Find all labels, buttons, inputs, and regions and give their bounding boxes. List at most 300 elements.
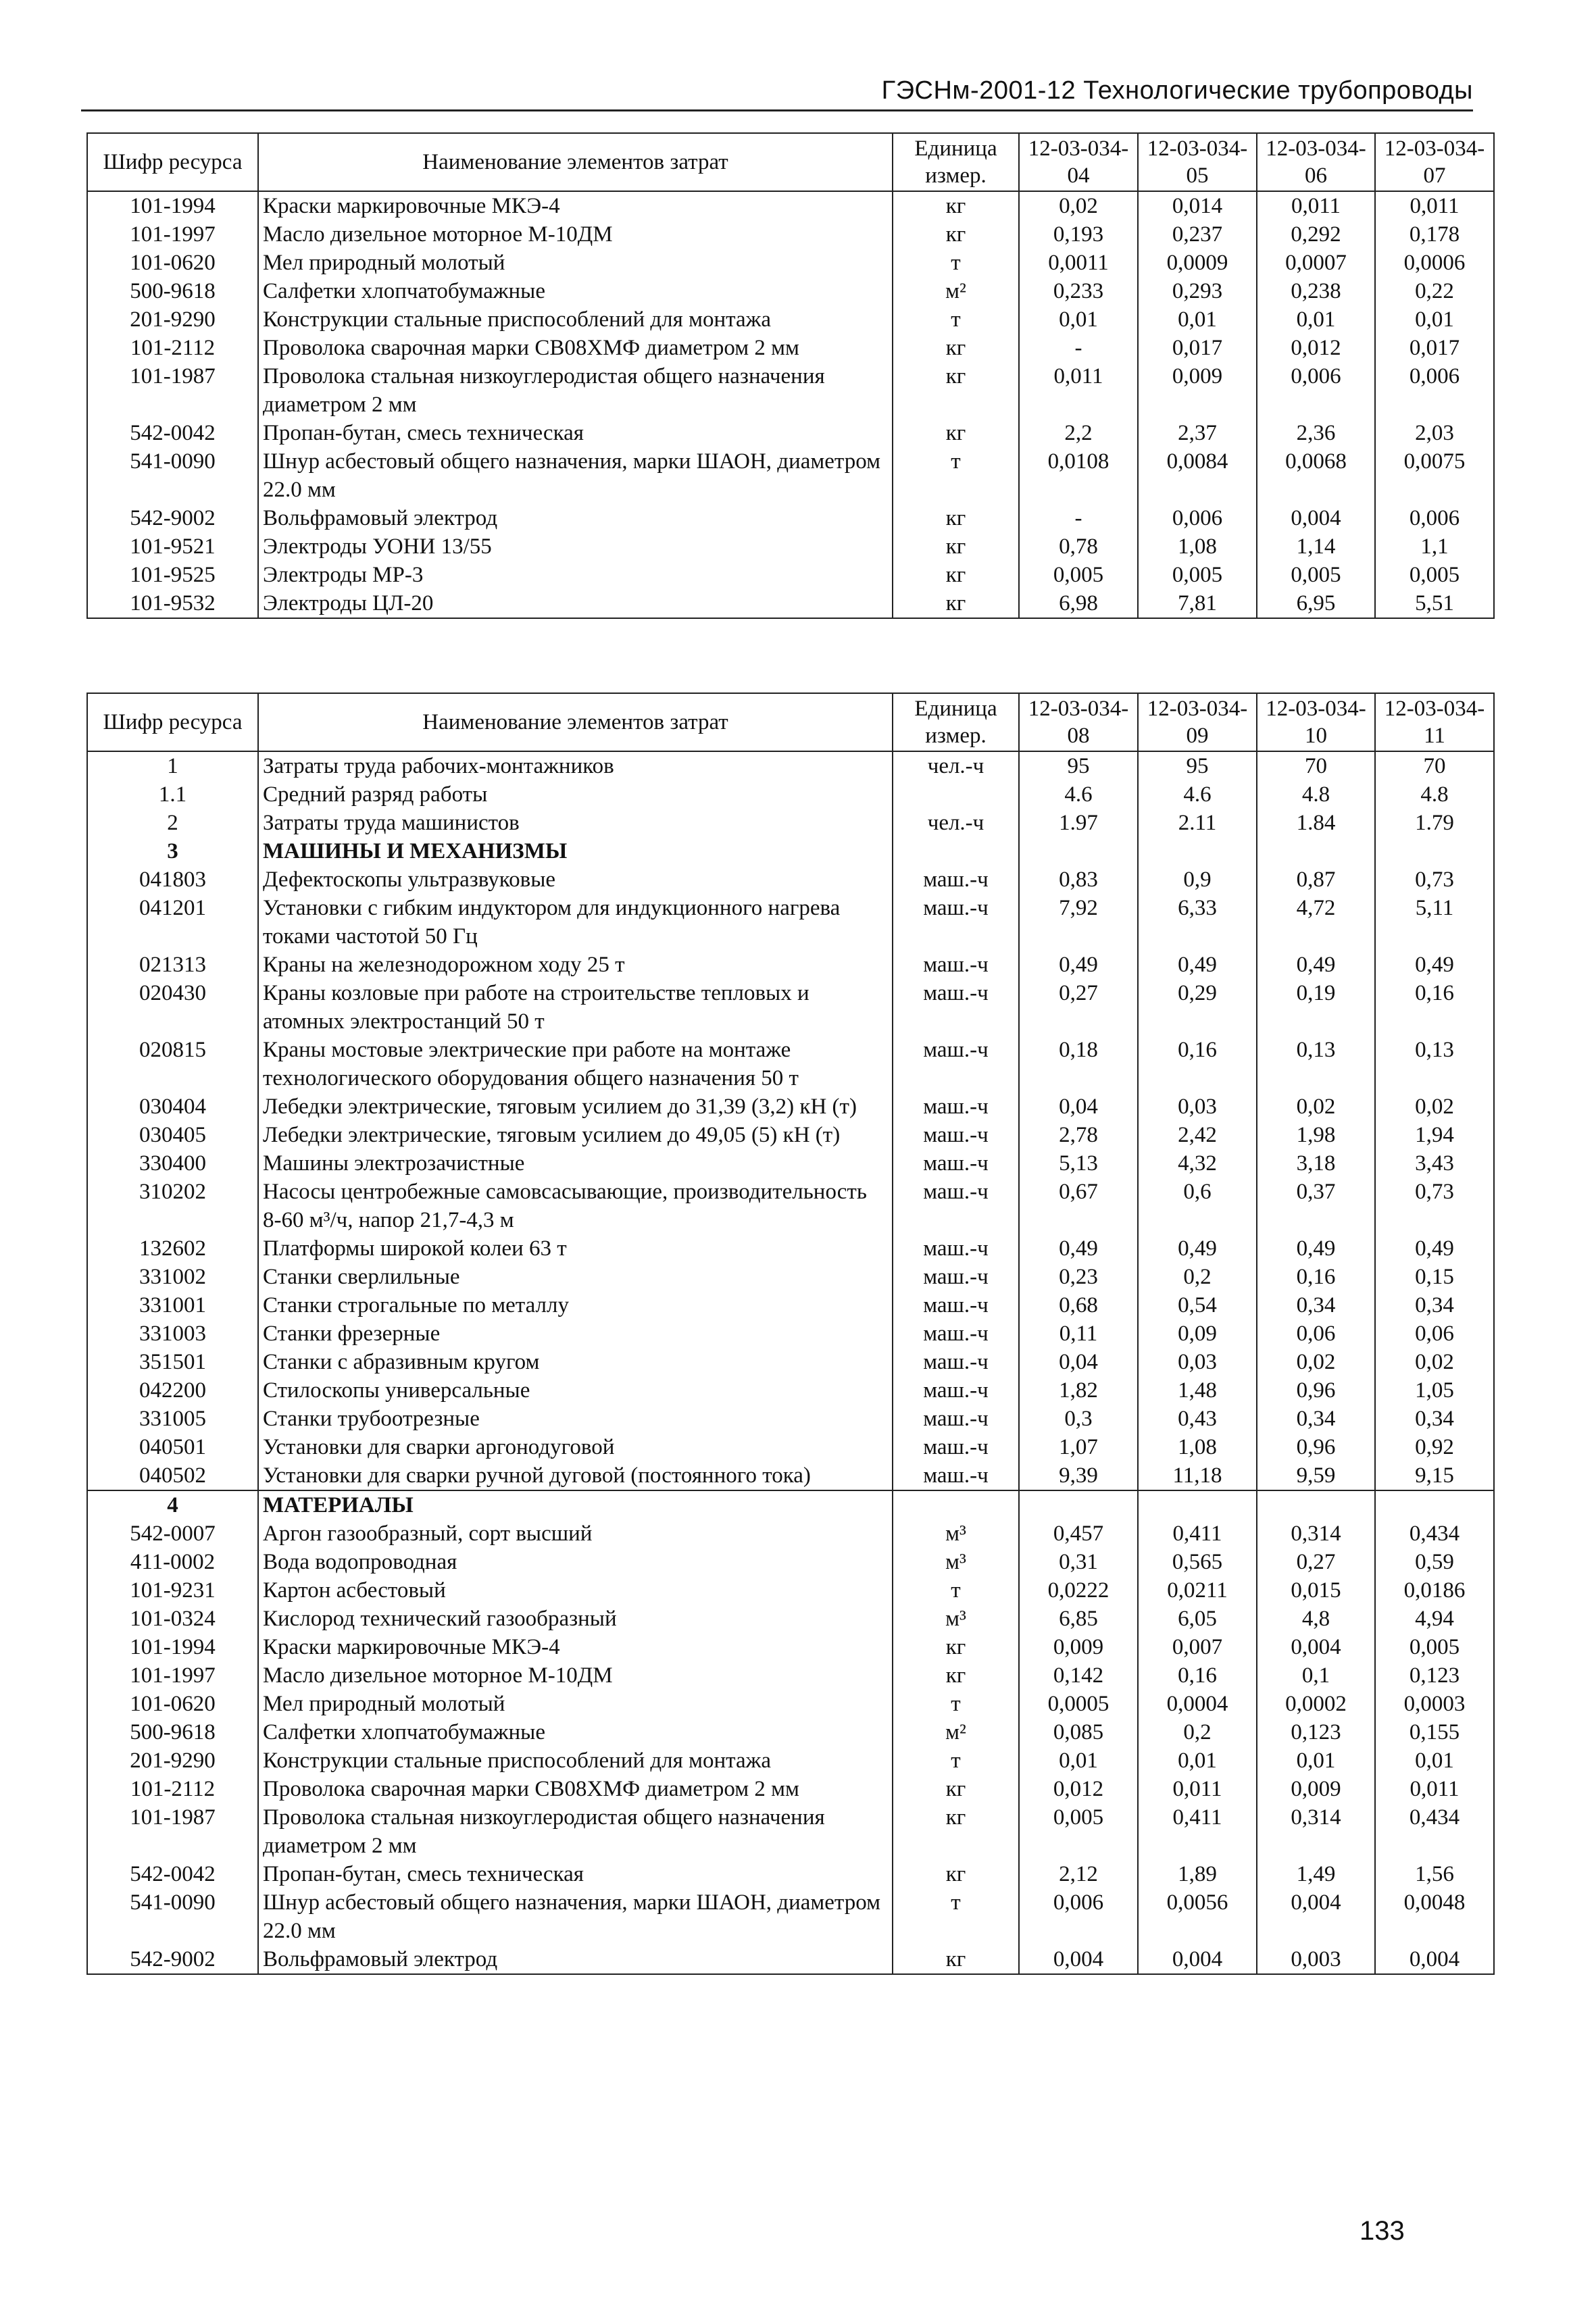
table-row <box>87 1888 1494 1945</box>
resource-name: Картон асбестовый <box>258 1576 893 1605</box>
value-col-4: 0,34 <box>1375 1291 1494 1319</box>
table-row <box>87 1775 1494 1803</box>
value-col-3: 0,19 <box>1257 979 1375 1036</box>
value-col-4: 0,123 <box>1375 1661 1494 1690</box>
resource-code: 201-9290 <box>87 305 258 334</box>
table-row <box>87 532 1494 561</box>
value-col-3: 0,34 <box>1257 1291 1375 1319</box>
table-row <box>87 1746 1494 1775</box>
value-col-2: 11,18 <box>1138 1461 1257 1490</box>
value-col-4: 0,92 <box>1375 1433 1494 1461</box>
value-col-2: 0,54 <box>1138 1291 1257 1319</box>
header-unit: Единица измер. <box>893 693 1019 751</box>
value-col-1: 0,005 <box>1019 561 1138 589</box>
value-col-4: 0,434 <box>1375 1519 1494 1548</box>
resource-unit: маш.-ч <box>893 1149 1019 1178</box>
page-header <box>81 68 1473 111</box>
value-col-1: 5,13 <box>1019 1149 1138 1178</box>
value-col-2: 0,411 <box>1138 1803 1257 1860</box>
resource-code: 101-1997 <box>87 1661 258 1690</box>
value-col-3: 0,0007 <box>1257 249 1375 277</box>
value-col-2: 0,007 <box>1138 1633 1257 1661</box>
value-col-4: 4.8 <box>1375 780 1494 809</box>
value-col-3: 0,009 <box>1257 1775 1375 1803</box>
resource-name: Средний разряд работы <box>258 780 893 809</box>
resource-name: Шнур асбестовый общего назначения, марки ШАОН, диаметром 22.0 мм <box>258 1888 893 1945</box>
resource-name: Проволока стальная низкоуглеродистая общего назначения диаметром 2 мм <box>258 1803 893 1860</box>
value-col-1: 0,04 <box>1019 1092 1138 1121</box>
value-col-4: 0,0003 <box>1375 1690 1494 1718</box>
resource-name: Пропан-бутан, смесь техническая <box>258 1860 893 1888</box>
table-row <box>87 1605 1494 1633</box>
value-col-3: 0,011 <box>1257 191 1375 220</box>
value-col-2: 0,0004 <box>1138 1690 1257 1718</box>
value-col-1: 0,01 <box>1019 1746 1138 1775</box>
resource-unit: кг <box>893 1633 1019 1661</box>
table-row <box>87 1405 1494 1433</box>
resource-code: 351501 <box>87 1348 258 1376</box>
value-col-1: 0,193 <box>1019 220 1138 249</box>
resource-name: Аргон газообразный, сорт высший <box>258 1519 893 1548</box>
value-col-4: 5,51 <box>1375 589 1494 618</box>
value-col-3: 0,004 <box>1257 504 1375 532</box>
value-col-4: 0,02 <box>1375 1092 1494 1121</box>
resource-code: 1 <box>87 751 258 780</box>
resource-name: Установки с гибким индуктором для индукционного нагрева токами частотой 50 Гц <box>258 894 893 951</box>
value-col-2: 7,81 <box>1138 589 1257 618</box>
table-row <box>87 1803 1494 1860</box>
resource-code: 101-9525 <box>87 561 258 589</box>
value-col-4: 0,06 <box>1375 1319 1494 1348</box>
table-row <box>87 561 1494 589</box>
value-col-1: 0,83 <box>1019 865 1138 894</box>
resource-code: 101-2112 <box>87 334 258 362</box>
value-col-4: 1.79 <box>1375 809 1494 837</box>
value-col-2: 1,08 <box>1138 532 1257 561</box>
value-col-2: 0,43 <box>1138 1405 1257 1433</box>
table-row <box>87 1576 1494 1605</box>
value-col-4: 1,94 <box>1375 1121 1494 1149</box>
table-row <box>87 191 1494 220</box>
value-col-2: 0,03 <box>1138 1092 1257 1121</box>
resource-name: Салфетки хлопчатобумажные <box>258 1718 893 1746</box>
table-row <box>87 447 1494 504</box>
value-col-1: 1,82 <box>1019 1376 1138 1405</box>
value-col-1: 0,78 <box>1019 532 1138 561</box>
value-col-3: 0,96 <box>1257 1433 1375 1461</box>
value-col-2: 0,411 <box>1138 1519 1257 1548</box>
resource-name: Станки с абразивным кругом <box>258 1348 893 1376</box>
value-col-4: 4,94 <box>1375 1605 1494 1633</box>
resource-code: 101-9521 <box>87 532 258 561</box>
value-col-2: 0,2 <box>1138 1718 1257 1746</box>
resource-code: 330400 <box>87 1149 258 1178</box>
resource-code: 541-0090 <box>87 447 258 504</box>
value-col-3 <box>1257 1490 1375 1519</box>
value-col-1: 95 <box>1019 751 1138 780</box>
resource-code: 331002 <box>87 1263 258 1291</box>
resource-name: Кислород технический газообразный <box>258 1605 893 1633</box>
resource-code: 040501 <box>87 1433 258 1461</box>
value-col-3: 0,123 <box>1257 1718 1375 1746</box>
value-col-2: 1,89 <box>1138 1860 1257 1888</box>
value-col-4: 0,006 <box>1375 504 1494 532</box>
value-col-4: 0,49 <box>1375 1234 1494 1263</box>
resource-name: Затраты труда рабочих-монтажников <box>258 751 893 780</box>
resource-code: 542-0007 <box>87 1519 258 1548</box>
value-col-1: 0,233 <box>1019 277 1138 305</box>
value-col-1: 0,23 <box>1019 1263 1138 1291</box>
table-row <box>87 1348 1494 1376</box>
value-col-1: 2,2 <box>1019 419 1138 447</box>
resource-unit: м³ <box>893 1605 1019 1633</box>
table-body <box>87 191 1494 618</box>
resource-code: 201-9290 <box>87 1746 258 1775</box>
value-col-3: 4,8 <box>1257 1605 1375 1633</box>
value-col-2: 0,293 <box>1138 277 1257 305</box>
resource-code: 101-0324 <box>87 1605 258 1633</box>
section-row <box>87 837 1494 865</box>
value-col-4: 9,15 <box>1375 1461 1494 1490</box>
value-col-1: 0,67 <box>1019 1178 1138 1234</box>
resource-code: 030405 <box>87 1121 258 1149</box>
value-col-1: 0,04 <box>1019 1348 1138 1376</box>
value-col-1: 0,004 <box>1019 1945 1138 1974</box>
resource-name: Станки трубоотрезные <box>258 1405 893 1433</box>
value-col-1 <box>1019 1490 1138 1519</box>
value-col-1: 1,07 <box>1019 1433 1138 1461</box>
table-row <box>87 1149 1494 1178</box>
value-col-3: 70 <box>1257 751 1375 780</box>
value-col-1: 0,0222 <box>1019 1576 1138 1605</box>
value-col-1: 0,31 <box>1019 1548 1138 1576</box>
resource-unit <box>893 780 1019 809</box>
resource-unit: кг <box>893 1775 1019 1803</box>
table-row <box>87 751 1494 780</box>
value-col-2: 2.11 <box>1138 809 1257 837</box>
value-col-4: 0,73 <box>1375 865 1494 894</box>
table-row <box>87 1718 1494 1746</box>
value-col-4: 0,178 <box>1375 220 1494 249</box>
value-col-3: 0,238 <box>1257 277 1375 305</box>
resource-code: 331005 <box>87 1405 258 1433</box>
resource-unit: т <box>893 1746 1019 1775</box>
resource-unit: кг <box>893 1803 1019 1860</box>
value-col-4: 0,0006 <box>1375 249 1494 277</box>
value-col-3: 0,37 <box>1257 1178 1375 1234</box>
resource-code: 101-0620 <box>87 1690 258 1718</box>
resource-code: 020815 <box>87 1036 258 1092</box>
value-col-4: 5,11 <box>1375 894 1494 951</box>
value-col-1: 0,142 <box>1019 1661 1138 1690</box>
value-col-1: 1.97 <box>1019 809 1138 837</box>
resource-name: Салфетки хлопчатобумажные <box>258 277 893 305</box>
resource-name: МАШИНЫ И МЕХАНИЗМЫ <box>258 837 893 865</box>
table-header-row <box>87 133 1494 191</box>
resource-unit: т <box>893 305 1019 334</box>
resource-name: Машины электрозачистные <box>258 1149 893 1178</box>
resource-unit: кг <box>893 1860 1019 1888</box>
value-col-2: 0,011 <box>1138 1775 1257 1803</box>
resource-code: 542-9002 <box>87 1945 258 1974</box>
resource-name: Масло дизельное моторное М-10ДМ <box>258 220 893 249</box>
resource-name: Лебедки электрические, тяговым усилием до 49,05 (5) кН (т) <box>258 1121 893 1149</box>
header-code: Шифр ресурса <box>87 133 258 191</box>
value-col-2: 0,009 <box>1138 362 1257 419</box>
value-col-2: 0,004 <box>1138 1945 1257 1974</box>
resource-unit: маш.-ч <box>893 1319 1019 1348</box>
resource-code: 132602 <box>87 1234 258 1263</box>
value-col-3: 0,006 <box>1257 362 1375 419</box>
value-col-4: 0,0048 <box>1375 1888 1494 1945</box>
table-row <box>87 1376 1494 1405</box>
table-row <box>87 1092 1494 1121</box>
table-row <box>87 504 1494 532</box>
resource-name: Затраты труда машинистов <box>258 809 893 837</box>
value-col-4: 0,59 <box>1375 1548 1494 1576</box>
value-col-1: 0,18 <box>1019 1036 1138 1092</box>
value-col-1: 0,0011 <box>1019 249 1138 277</box>
resource-name: Пропан-бутан, смесь техническая <box>258 419 893 447</box>
value-col-1: 0,49 <box>1019 951 1138 979</box>
value-col-4: 0,16 <box>1375 979 1494 1036</box>
value-col-2: 0,09 <box>1138 1319 1257 1348</box>
value-col-2: 0,565 <box>1138 1548 1257 1576</box>
value-col-3: 0,49 <box>1257 951 1375 979</box>
resource-name: Краны на железнодорожном ходу 25 т <box>258 951 893 979</box>
resource-name: Краны козловые при работе на строительстве тепловых и атомных электростанций 50 т <box>258 979 893 1036</box>
value-col-4: 0,005 <box>1375 561 1494 589</box>
resource-unit: маш.-ч <box>893 1433 1019 1461</box>
resource-unit: маш.-ч <box>893 1263 1019 1291</box>
value-col-1: 0,27 <box>1019 979 1138 1036</box>
value-col-3: 0,96 <box>1257 1376 1375 1405</box>
table-row <box>87 894 1494 951</box>
value-col-2: 0,237 <box>1138 220 1257 249</box>
value-col-1: 0,457 <box>1019 1519 1138 1548</box>
resource-name: Станки строгальные по металлу <box>258 1291 893 1319</box>
resource-name: Вольфрамовый электрод <box>258 1945 893 1974</box>
value-col-1: - <box>1019 334 1138 362</box>
resource-code: 101-1987 <box>87 1803 258 1860</box>
resource-code: 542-9002 <box>87 504 258 532</box>
header-col-2: 12-03-034-09 <box>1138 693 1257 751</box>
value-col-3: 0,1 <box>1257 1661 1375 1690</box>
resource-name: Электроды УОНИ 13/55 <box>258 532 893 561</box>
resource-unit: кг <box>893 334 1019 362</box>
table-row <box>87 979 1494 1036</box>
resource-name: Краны мостовые электрические при работе на монтаже технологического оборудования общего назначения 50 т <box>258 1036 893 1092</box>
value-col-3: 0,06 <box>1257 1319 1375 1348</box>
value-col-4: 1,05 <box>1375 1376 1494 1405</box>
resource-unit: кг <box>893 589 1019 618</box>
value-col-1: 0,02 <box>1019 191 1138 220</box>
value-col-1: 4.6 <box>1019 780 1138 809</box>
header-col-1: 12-03-034-08 <box>1019 693 1138 751</box>
header-name: Наименование элементов затрат <box>258 693 893 751</box>
resource-code: 542-0042 <box>87 419 258 447</box>
header-col-2: 12-03-034-05 <box>1138 133 1257 191</box>
table-row <box>87 1661 1494 1690</box>
value-col-3: 2,36 <box>1257 419 1375 447</box>
value-col-3: 0,314 <box>1257 1803 1375 1860</box>
value-col-4: 0,49 <box>1375 951 1494 979</box>
resource-name: Мел природный молотый <box>258 249 893 277</box>
header-col-4: 12-03-034-11 <box>1375 693 1494 751</box>
value-col-3: 0,02 <box>1257 1092 1375 1121</box>
value-col-3: 0,005 <box>1257 561 1375 589</box>
resource-unit: чел.-ч <box>893 809 1019 837</box>
resource-name: Краски маркировочные МКЭ-4 <box>258 1633 893 1661</box>
resource-name: Проволока сварочная марки СВ08ХМФ диаметром 2 мм <box>258 334 893 362</box>
value-col-4: 0,006 <box>1375 362 1494 419</box>
table-row <box>87 1633 1494 1661</box>
value-col-1: - <box>1019 504 1138 532</box>
resource-unit: кг <box>893 1945 1019 1974</box>
resource-unit <box>893 1490 1019 1519</box>
value-col-3: 0,16 <box>1257 1263 1375 1291</box>
header-col-3: 12-03-034-06 <box>1257 133 1375 191</box>
resource-code: 042200 <box>87 1376 258 1405</box>
resource-code: 101-0620 <box>87 249 258 277</box>
value-col-4: 0,0186 <box>1375 1576 1494 1605</box>
value-col-4: 0,011 <box>1375 191 1494 220</box>
value-col-1: 9,39 <box>1019 1461 1138 1490</box>
value-col-3: 1,49 <box>1257 1860 1375 1888</box>
resource-code: 1.1 <box>87 780 258 809</box>
value-col-3 <box>1257 837 1375 865</box>
resource-name: Мел природный молотый <box>258 1690 893 1718</box>
value-col-2: 4.6 <box>1138 780 1257 809</box>
value-col-4: 2,03 <box>1375 419 1494 447</box>
value-col-1: 0,11 <box>1019 1319 1138 1348</box>
resource-name: Краски маркировочные МКЭ-4 <box>258 191 893 220</box>
value-col-4 <box>1375 1490 1494 1519</box>
value-col-1: 2,78 <box>1019 1121 1138 1149</box>
header-col-1: 12-03-034-04 <box>1019 133 1138 191</box>
resource-unit: маш.-ч <box>893 1121 1019 1149</box>
resource-unit: кг <box>893 504 1019 532</box>
value-col-3: 0,01 <box>1257 1746 1375 1775</box>
header-name: Наименование элементов затрат <box>258 133 893 191</box>
value-col-4: 0,22 <box>1375 277 1494 305</box>
value-col-2: 0,29 <box>1138 979 1257 1036</box>
value-col-3: 1,14 <box>1257 532 1375 561</box>
resource-unit: маш.-ч <box>893 951 1019 979</box>
value-col-2: 0,01 <box>1138 305 1257 334</box>
resource-unit: маш.-ч <box>893 865 1019 894</box>
resource-unit: маш.-ч <box>893 1405 1019 1433</box>
value-col-3: 9,59 <box>1257 1461 1375 1490</box>
table-row <box>87 1433 1494 1461</box>
resource-unit <box>893 837 1019 865</box>
resource-name: МАТЕРИАЛЫ <box>258 1490 893 1519</box>
value-col-2: 0,0056 <box>1138 1888 1257 1945</box>
value-col-1: 0,005 <box>1019 1803 1138 1860</box>
value-col-2: 0,16 <box>1138 1661 1257 1690</box>
value-col-1: 7,92 <box>1019 894 1138 951</box>
value-col-3: 0,314 <box>1257 1519 1375 1548</box>
value-col-3: 0,015 <box>1257 1576 1375 1605</box>
resource-name: Стилоскопы универсальные <box>258 1376 893 1405</box>
value-col-4: 0,01 <box>1375 305 1494 334</box>
value-col-2: 6,05 <box>1138 1605 1257 1633</box>
value-col-2: 0,49 <box>1138 951 1257 979</box>
resource-code: 541-0090 <box>87 1888 258 1945</box>
value-col-2: 0,0084 <box>1138 447 1257 504</box>
value-col-3: 0,01 <box>1257 305 1375 334</box>
resource-code: 101-9532 <box>87 589 258 618</box>
resource-code: 4 <box>87 1490 258 1519</box>
value-col-2 <box>1138 837 1257 865</box>
resource-unit: т <box>893 1576 1019 1605</box>
document-title: ГЭСНм-2001-12 Технологические трубопроводы <box>881 76 1473 105</box>
value-col-2 <box>1138 1490 1257 1519</box>
value-col-4: 0,34 <box>1375 1405 1494 1433</box>
table-row <box>87 780 1494 809</box>
table-row <box>87 362 1494 419</box>
resource-unit: м² <box>893 277 1019 305</box>
resource-unit: кг <box>893 419 1019 447</box>
resource-code: 101-2112 <box>87 1775 258 1803</box>
value-col-2: 0,2 <box>1138 1263 1257 1291</box>
table-row <box>87 589 1494 618</box>
table-row <box>87 1860 1494 1888</box>
value-col-3: 0,49 <box>1257 1234 1375 1263</box>
resource-code: 500-9618 <box>87 277 258 305</box>
value-col-2: 0,006 <box>1138 504 1257 532</box>
resource-unit: м² <box>893 1718 1019 1746</box>
value-col-1: 2,12 <box>1019 1860 1138 1888</box>
value-col-2: 0,0009 <box>1138 249 1257 277</box>
resource-unit: кг <box>893 1661 1019 1690</box>
resource-unit: маш.-ч <box>893 1178 1019 1234</box>
table-row <box>87 809 1494 837</box>
resource-unit: кг <box>893 191 1019 220</box>
table-row <box>87 1945 1494 1974</box>
value-col-3: 0,004 <box>1257 1633 1375 1661</box>
resource-unit: т <box>893 1690 1019 1718</box>
value-col-2: 1,48 <box>1138 1376 1257 1405</box>
resource-code: 310202 <box>87 1178 258 1234</box>
resource-name: Вольфрамовый электрод <box>258 504 893 532</box>
value-col-1: 0,009 <box>1019 1633 1138 1661</box>
resource-name: Конструкции стальные приспособлений для монтажа <box>258 305 893 334</box>
resource-code: 101-1994 <box>87 1633 258 1661</box>
value-col-2: 0,6 <box>1138 1178 1257 1234</box>
value-col-3: 0,0068 <box>1257 447 1375 504</box>
value-col-2: 0,014 <box>1138 191 1257 220</box>
resource-name: Электроды МР-3 <box>258 561 893 589</box>
resource-unit: кг <box>893 362 1019 419</box>
resource-name: Платформы широкой колеи 63 т <box>258 1234 893 1263</box>
table-row <box>87 277 1494 305</box>
value-col-3: 0,27 <box>1257 1548 1375 1576</box>
value-col-1: 0,01 <box>1019 305 1138 334</box>
value-col-3: 4,72 <box>1257 894 1375 951</box>
table-row <box>87 1121 1494 1149</box>
value-col-1: 0,085 <box>1019 1718 1138 1746</box>
resource-code: 041803 <box>87 865 258 894</box>
resource-unit: маш.-ч <box>893 1234 1019 1263</box>
value-col-2: 0,005 <box>1138 561 1257 589</box>
value-col-4: 0,73 <box>1375 1178 1494 1234</box>
resource-unit: кг <box>893 532 1019 561</box>
value-col-3: 0,0002 <box>1257 1690 1375 1718</box>
value-col-3: 0,003 <box>1257 1945 1375 1974</box>
value-col-2: 95 <box>1138 751 1257 780</box>
resource-name: Конструкции стальные приспособлений для монтажа <box>258 1746 893 1775</box>
